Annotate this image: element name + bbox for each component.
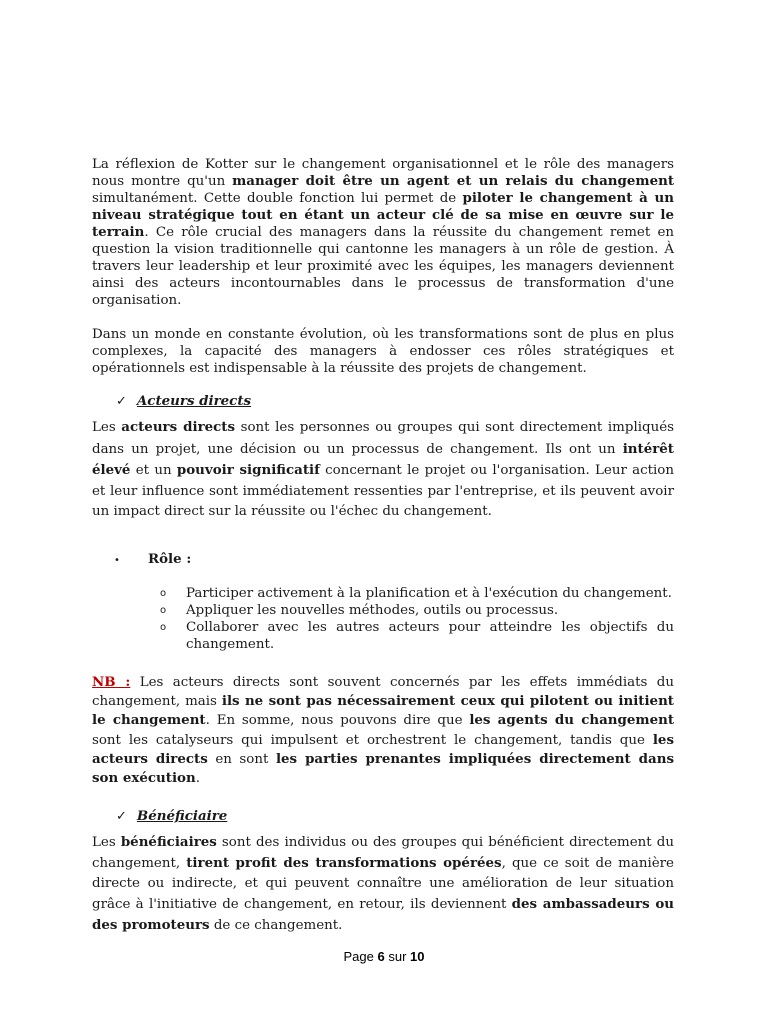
section-heading-acteurs-directs: [116, 391, 674, 411]
text-span: Les: [92, 835, 121, 851]
text-span: sont des individus ou des groupes qui bénéficient directement du changement,: [92, 835, 674, 872]
paragraph-nb: [92, 673, 674, 788]
footer-current-page: 6: [377, 949, 385, 964]
checkmark-icon: ✓: [116, 394, 127, 409]
paragraph-kotter: [92, 156, 674, 309]
paragraph-acteurs-directs: [92, 417, 674, 523]
document-page: [92, 156, 674, 936]
bold-text: des ambassadeurs ou des promoteurs: [92, 896, 674, 934]
footer-sur: sur: [388, 949, 407, 964]
list-item: [160, 602, 674, 619]
paragraph-beneficiaires: [92, 832, 674, 936]
role-items-list: [160, 585, 674, 653]
text-span: de ce changement.: [209, 918, 343, 934]
text-span: La réflexion de Kotter sur le changement organisationnel et le rôle des managers nous montre qu'un: [92, 157, 674, 189]
text-span: , que ce soit de manière directe ou indirecte, et qui peuvent connaître une amélioration de leur situation grâce à l'initiative de changement, en retour, ils deviennent: [92, 856, 674, 913]
footer-page-word: Page: [343, 949, 374, 964]
text-span: Les: [92, 420, 122, 435]
text-span: et un: [130, 463, 177, 479]
role-list-heading: [114, 551, 674, 569]
checkmark-icon: ✓: [116, 809, 127, 825]
circle-bullet-icon: o: [160, 621, 167, 633]
bold-text: ils ne sont pas nécessairement ceux qui pilotent ou initient le changement: [92, 693, 674, 729]
bold-text: manager doit être un agent et un relais du changement: [232, 173, 675, 189]
text-span: . En somme, nous pouvons dire que: [205, 713, 470, 729]
page-footer: [0, 949, 768, 964]
text-span: simultanément. Cette double fonction lui permet de: [92, 191, 463, 206]
text-span: sont les personnes ou groupes qui sont directement impliqués dans un projet, une décision ou un processus de changement. Ils ont un: [92, 420, 675, 457]
text-span: concernant le projet ou l'organisation. Leur action et leur influence sont immédiatement ressenties par l'entreprise, et ils peuvent avoir un impact direct sur la réussite ou l'échec du changement.: [92, 463, 674, 520]
bold-text: bénéficiaires: [120, 834, 217, 851]
text-span: .: [195, 770, 200, 786]
bold-text: les parties prenantes impliquées directement dans son exécution: [92, 750, 674, 786]
bullet-icon: •: [114, 554, 120, 566]
bold-text: tirent profit des transformations opérées: [186, 855, 502, 872]
list-item-text: Collaborer avec les autres acteurs pour atteindre les objectifs du changement.: [186, 619, 674, 652]
paragraph-monde: Dans un monde en constante évolution, où les transformations sont de plus en plus complexes, la capacité des managers à endosser ces rôles stratégiques et opérationnels est indispensable à la réussite des projets de changement.: [92, 327, 674, 376]
bold-text: piloter le changement à un niveau stratégique tout en étant un acteur clé de sa mise en œuvre sur le terrain: [92, 190, 674, 240]
footer-total-pages: 10: [410, 949, 425, 964]
text-span: Les acteurs directs sont souvent concernés par les effets immédiats du changement, mais: [92, 674, 674, 710]
role-label: Rôle :: [148, 550, 192, 567]
circle-bullet-icon: o: [160, 604, 167, 616]
circle-bullet-icon: o: [160, 587, 167, 599]
bold-text: pouvoir significatif: [176, 462, 320, 479]
heading-text: Acteurs directs: [136, 393, 252, 409]
list-item: [160, 619, 674, 653]
bold-text: intérêt élevé: [92, 440, 674, 479]
text-span: sont les catalyseurs qui impulsent et orchestrent le changement, tandis que: [92, 732, 653, 748]
heading-text: Bénéficiaire: [136, 808, 228, 825]
list-item-text: Participer activement à la planification et à l'exécution du changement.: [186, 585, 672, 601]
text-span: en sont: [207, 751, 276, 767]
text-span: . Ce rôle crucial des managers dans la réussite du changement remet en question la vision traditionnelle qui cantonne les managers à un rôle de gestion. À travers leur leadership et leur proximité avec les équipes, les managers deviennent ainsi des acteurs incontournables dans le processus de transformation d'une organisation.: [92, 225, 674, 308]
nb-label: NB :: [92, 673, 131, 690]
bold-text: les agents du changement: [469, 712, 675, 729]
section-heading-beneficiaire: [116, 806, 674, 826]
list-item: [160, 585, 674, 602]
list-item-text: Appliquer les nouvelles méthodes, outils ou processus.: [186, 602, 559, 618]
bold-text: les acteurs directs: [92, 731, 674, 767]
bold-text: acteurs directs: [121, 419, 236, 435]
